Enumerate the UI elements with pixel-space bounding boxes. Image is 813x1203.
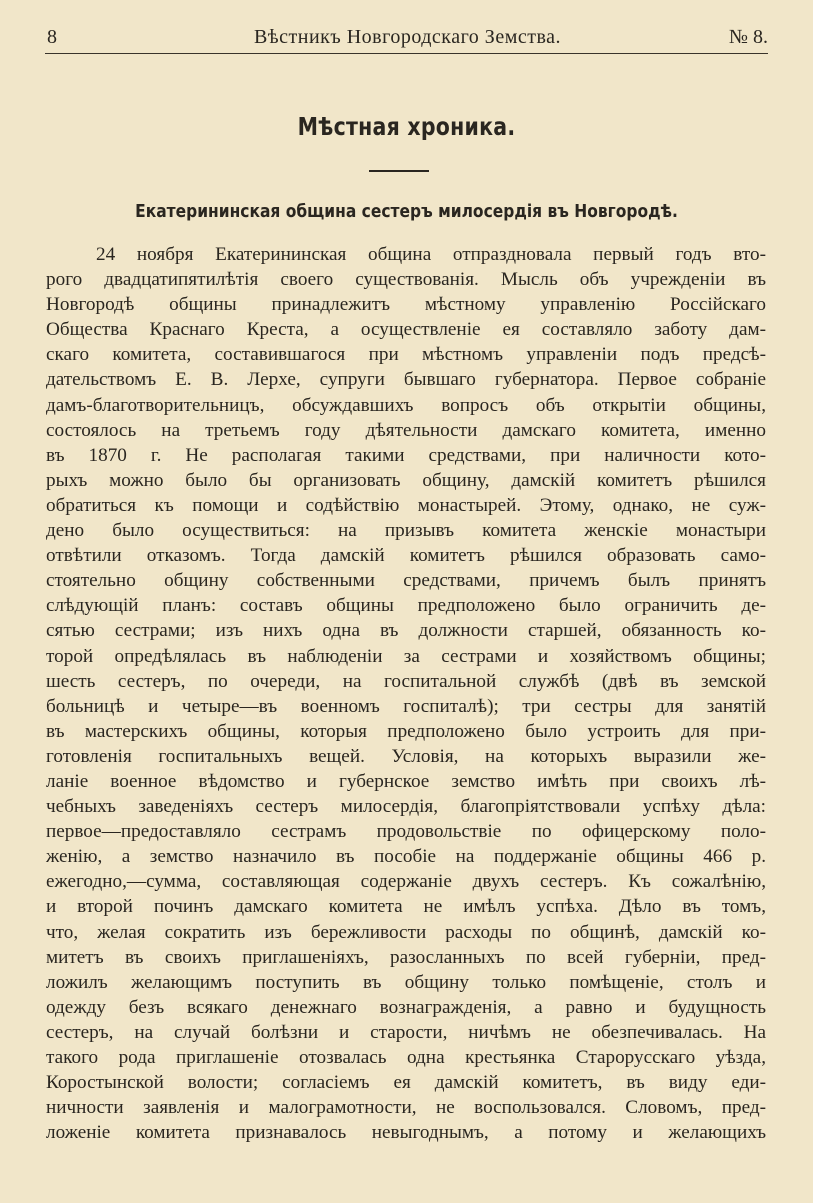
section-title: Мѣстная хроника.: [297, 112, 516, 141]
text-line: скаго комитета, составившагося при мѣстномъ управленіи подъ предсѣ-: [46, 344, 766, 366]
text-line: одежду безъ всякаго денежнаго вознагражденія, а равно и будущность: [46, 996, 766, 1018]
issue-number: № 8.: [728, 26, 768, 48]
text-line: дено было осуществиться: на призывъ комитета женскіе монастыри: [46, 520, 766, 542]
text-line: первое—предоставляло сестрамъ продовольствіе по офицерскому поло-: [46, 821, 766, 843]
text-line: ланіе военное вѣдомство и губернское земство имѣть при своихъ лѣ-: [46, 770, 766, 792]
title-divider: [369, 170, 429, 172]
text-line: Общества Краснаго Креста, а осуществленіе ея составляло заботу дам-: [46, 319, 766, 341]
text-line: сятью сестрами; изъ нихъ одна въ должности старшей, обязанность ко-: [46, 620, 766, 642]
header-divider: [45, 53, 768, 54]
article-title: Екатерининская община сестеръ милосердія въ Новгородѣ.: [135, 201, 678, 222]
article-body: [46, 242, 766, 1145]
text-line: стоятельно общину собственными средствами, причемъ былъ принятъ: [46, 570, 766, 592]
text-line: состоялось на третьемъ году дѣятельности дамскаго комитета, именно: [46, 419, 766, 441]
text-line: ничности заявленія и малограмотности, не воспользовался. Словомъ, пред-: [46, 1097, 766, 1119]
text-line: дательствомъ Е. В. Лерхе, супруги бывшаго губернатора. Первое собраніе: [46, 369, 766, 391]
text-line: Новгородѣ общины принадлежитъ мѣстному управленію Россійскаго: [46, 294, 766, 316]
text-line: рого двадцатипятилѣтія своего существованія. Мысль объ учрежденіи въ: [46, 269, 766, 291]
text-line: слѣдующій планъ: составъ общины предположено было ограничить де-: [46, 595, 766, 617]
text-line: 24 ноября Екатерининская община отпраздновала первый годъ вто-: [96, 244, 766, 265]
text-line: такого рода приглашеніе отозвалась одна крестьянка Старорусскаго уѣзда,: [46, 1047, 766, 1068]
text-line: и второй починъ дамскаго комитета не имѣлъ успѣха. Дѣло въ томъ,: [46, 896, 766, 918]
text-line: обратиться къ помощи и содѣйствію монастырей. Этому, однако, не суж-: [46, 494, 766, 516]
text-line: рыхъ можно было бы организовать общину, дамскій комитетъ рѣшился: [46, 469, 766, 491]
text-line: въ 1870 г. Не располагая такими средствами, при наличности кото-: [46, 444, 766, 466]
text-line: ложилъ желающимъ поступить въ общину только помѣщеніе, столъ и: [46, 971, 766, 993]
text-line: больницѣ и четыре—въ военномъ госпиталѣ); три сестры для занятій: [46, 695, 766, 717]
text-line: сестеръ, на случай болѣзни и старости, ничѣмъ не обезпечивалась. На: [46, 1021, 766, 1043]
text-line: въ мастерскихъ общины, которыя предположено было устроить для при-: [46, 720, 766, 742]
text-line: митетъ въ своихъ приглашеніяхъ, разосланныхъ по всей губерніи, пред-: [46, 946, 766, 968]
text-line: женію, а земство назначило въ пособіе на поддержаніе общины 466 р.: [46, 846, 766, 868]
text-line: готовленія госпитальныхъ вещей. Условія, на которыхъ выразили же-: [46, 745, 766, 767]
text-line: ложеніе комитета признавалось невыгоднымъ, а потому и желающихъ: [46, 1122, 766, 1144]
page-number: 8: [47, 26, 57, 48]
running-header: [47, 24, 768, 52]
text-line: торой опредѣлялась въ наблюденіи за сестрами и хозяйствомъ общины;: [46, 645, 766, 667]
text-line: что, желая сократить изъ бережливости расходы по общинѣ, дамскій ко-: [46, 921, 766, 943]
text-line: чебныхъ заведеніяхъ сестеръ милосердія, благопріятствовали успѣху дѣла:: [46, 796, 766, 818]
text-line: шесть сестеръ, по очереди, на госпитальной службѣ (двѣ въ земской: [46, 670, 766, 692]
text-line: ежегодно,—сумма, составляющая содержаніе двухъ сестеръ. Къ сожалѣнію,: [46, 871, 766, 893]
text-line: дамъ-благотворительницъ, обсуждавшихъ вопросъ объ открытіи общины,: [46, 394, 766, 416]
text-line: отвѣтили отказомъ. Тогда дамскій комитетъ рѣшился образовать само-: [46, 545, 766, 567]
journal-title: Вѣстникъ Новгородскаго Земства.: [253, 26, 562, 48]
text-line: Коростынской волости; согласіемъ ея дамскій комитетъ, въ виду еди-: [46, 1072, 766, 1094]
